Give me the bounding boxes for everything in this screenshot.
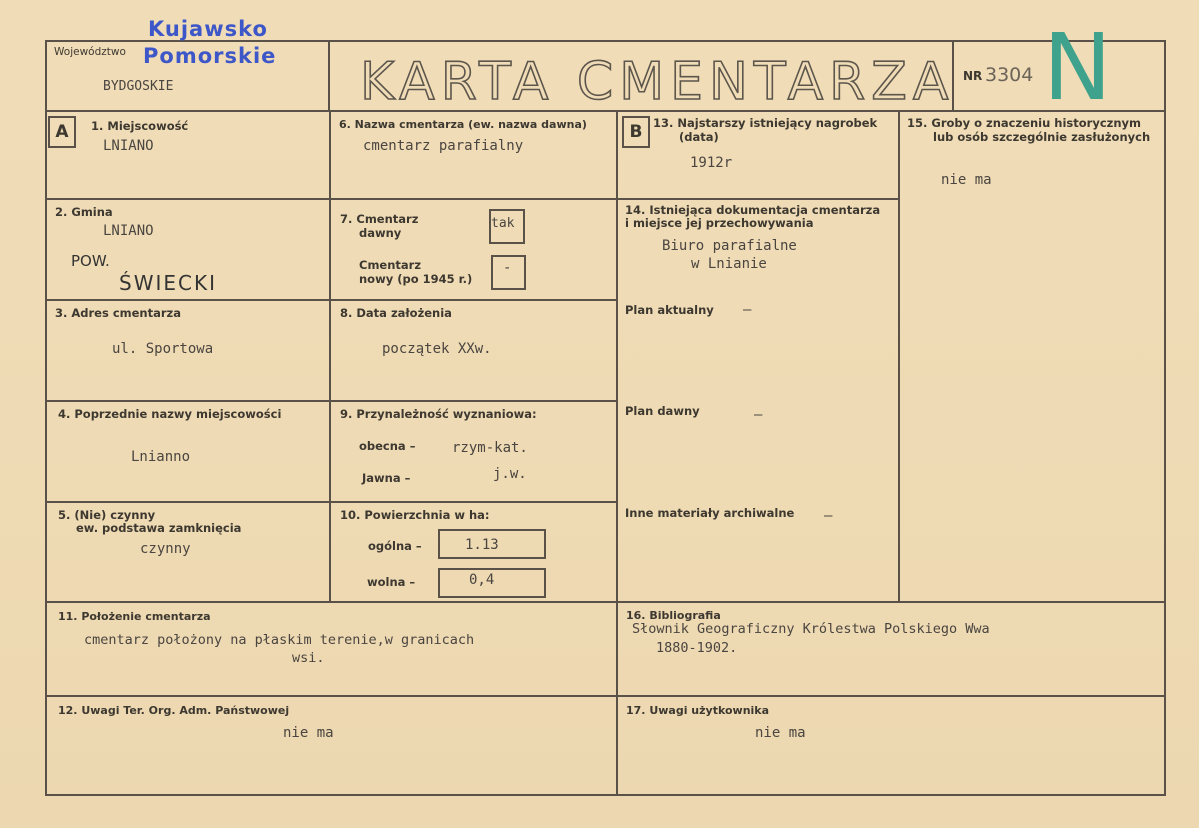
section-letter-a: A bbox=[48, 116, 76, 148]
field13-label-line2: (data) bbox=[679, 130, 719, 144]
plan-dawny-value: – bbox=[754, 407, 763, 423]
field4-value: Lnianno bbox=[131, 449, 191, 465]
field12-label: 12. Uwagi Ter. Org. Adm. Państwowej bbox=[58, 704, 290, 717]
bottom-border bbox=[45, 794, 1165, 796]
field10-ogolna-label: ogólna – bbox=[368, 539, 422, 553]
col-divider-b bbox=[616, 110, 618, 796]
card-title: KARTA CMENTARZA bbox=[360, 52, 955, 112]
left-border bbox=[45, 40, 47, 796]
field16-label: 16. Bibliografia bbox=[626, 609, 721, 622]
field14-value-line2: w Lnianie bbox=[691, 256, 767, 272]
field9-dawna-value: j.w. bbox=[493, 466, 527, 482]
row-line-col3 bbox=[616, 198, 900, 200]
field7-nowy-value: - bbox=[503, 260, 512, 276]
nr-label: NR bbox=[963, 69, 983, 83]
field10-wolna-value: 0,4 bbox=[469, 572, 495, 588]
row-line-2 bbox=[45, 299, 618, 301]
row-line-5 bbox=[45, 601, 1165, 603]
field6-value: cmentarz parafialny bbox=[363, 138, 524, 154]
field2-hand-value: ŚWIECKI bbox=[119, 271, 217, 295]
field15-label-line2: lub osób szczególnie zasłużonych bbox=[933, 130, 1151, 144]
field9-obecna-label: obecna – bbox=[359, 439, 416, 453]
row-line-4 bbox=[45, 501, 618, 503]
right-border bbox=[1164, 40, 1166, 796]
field10-ogolna-value: 1.13 bbox=[465, 537, 499, 553]
field3-value: ul. Sportowa bbox=[112, 341, 214, 357]
field11-value-line2: wsi. bbox=[292, 650, 325, 666]
inne-materialy-value: – bbox=[824, 508, 833, 524]
field5-value: czynny bbox=[140, 541, 191, 557]
field10-wolna-label: wolna – bbox=[367, 575, 416, 589]
field7-dawny-line2: dawny bbox=[359, 226, 402, 240]
field4-label: 4. Poprzednie nazwy miejscowości bbox=[58, 407, 282, 421]
wojewodztwo-label: Województwo bbox=[54, 46, 126, 58]
plan-dawny-label: Plan dawny bbox=[625, 404, 700, 418]
col-divider-a bbox=[329, 110, 331, 602]
field16-value-line2: 1880-1902. bbox=[656, 640, 738, 656]
header-divider-1 bbox=[328, 40, 330, 112]
field11-label: 11. Położenie cmentarza bbox=[58, 610, 211, 623]
field13-label-line1: 13. Najstarszy istniejący nagrobek bbox=[653, 116, 878, 130]
field1-label: 1. Miejscowość bbox=[91, 119, 189, 133]
category-letter: N bbox=[1043, 14, 1112, 121]
field9-label: 9. Przynależność wyznaniowa: bbox=[340, 407, 537, 421]
field14-label-line2: i miejsce jej przechowywania bbox=[625, 216, 814, 230]
row-line-1 bbox=[45, 198, 618, 200]
row-line-6 bbox=[45, 695, 1165, 697]
field9-dawna-label: Jawna – bbox=[362, 471, 411, 485]
nr-value: 3304 bbox=[985, 64, 1034, 86]
field17-label: 17. Uwagi użytkownika bbox=[626, 704, 770, 717]
field7-nowy-line2: nowy (po 1945 r.) bbox=[359, 272, 473, 286]
plan-aktualny-value: – bbox=[743, 302, 752, 318]
field12-value: nie ma bbox=[283, 725, 334, 741]
field15-value: nie ma bbox=[941, 172, 992, 188]
field17-value: nie ma bbox=[755, 725, 806, 741]
field6-label: 6. Nazwa cmentarza (ew. nazwa dawna) bbox=[339, 118, 587, 131]
field2-hand-prefix: POW. bbox=[71, 252, 110, 270]
field11-value-line1: cmentarz położony na płaskim terenie,w granicach bbox=[84, 632, 475, 648]
field13-value: 1912r bbox=[690, 155, 733, 171]
field15-label-line1: 15. Groby o znaczeniu historycznym bbox=[907, 116, 1142, 130]
field14-value-line1: Biuro parafialne bbox=[662, 238, 797, 254]
field2-label: 2. Gmina bbox=[55, 205, 113, 219]
wojewodztwo-typed: BYDGOSKIE bbox=[103, 79, 174, 94]
field3-label: 3. Adres cmentarza bbox=[55, 306, 181, 320]
field8-label: 8. Data założenia bbox=[340, 306, 452, 320]
field1-value: LNIANO bbox=[103, 138, 154, 154]
field7-dawny-value: tak bbox=[491, 216, 515, 231]
field7-dawny-line1: 7. Cmentarz bbox=[340, 212, 419, 226]
field7-nowy-line1: Cmentarz bbox=[359, 258, 422, 272]
field5-label-line1: 5. (Nie) czynny bbox=[58, 508, 156, 522]
field14-label-line1: 14. Istniejąca dokumentacja cmentarza bbox=[625, 203, 881, 217]
section-letter-b: B bbox=[622, 116, 650, 148]
field9-obecna-value: rzym-kat. bbox=[452, 440, 528, 456]
inne-materialy-label: Inne materiały archiwalne bbox=[625, 506, 795, 520]
row-line-3 bbox=[45, 400, 618, 402]
field5-label-line2: ew. podstawa zamknięcia bbox=[76, 521, 242, 535]
plan-aktualny-label: Plan aktualny bbox=[625, 303, 714, 317]
field16-value-line1: Słownik Geograficzny Królestwa Polskiego Wwa bbox=[632, 621, 990, 637]
field8-value: początek XXw. bbox=[382, 341, 492, 357]
field10-label: 10. Powierzchnia w ha: bbox=[340, 508, 490, 522]
stamp-line1: Kujawsko bbox=[148, 17, 268, 41]
field2-value: LNIANO bbox=[103, 223, 154, 239]
stamp-line2: Pomorskie bbox=[143, 44, 277, 68]
col-divider-c bbox=[898, 110, 900, 602]
